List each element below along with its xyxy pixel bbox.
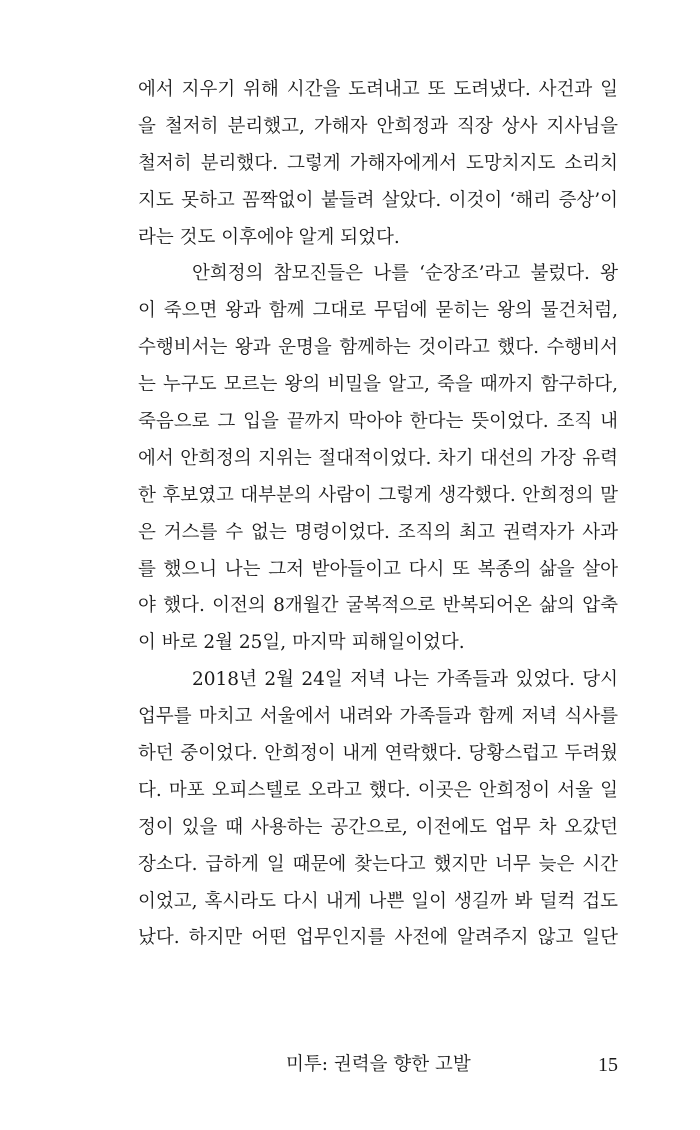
text-line: 은 거스를 수 없는 명령이었다. 조직의 최고 권력자가 사과 — [138, 521, 618, 543]
text-line: 이 바로 2월 25일, 마지막 피해일이었다. — [138, 632, 465, 654]
text-line: 안희정의 참모진들은 나를 ‘순장조’라고 불렀다. 왕 — [192, 263, 618, 285]
text-line: 다. 마포 오피스텔로 오라고 했다. 이곳은 안희정이 서울 일 — [138, 779, 618, 801]
text-line: 한 후보였고 대부분의 사람이 그렇게 생각했다. 안희정의 말 — [138, 484, 618, 506]
text-line: 에서 안희정의 지위는 절대적이었다. 차기 대선의 가장 유력 — [138, 447, 618, 469]
text-line: 을 철저히 분리했고, 가해자 안희정과 직장 상사 지사님을 — [138, 115, 618, 137]
text-line: 라는 것도 이후에야 알게 되었다. — [138, 226, 400, 248]
text-line: 정이 있을 때 사용하는 공간으로, 이전에도 업무 차 오갔던 — [138, 816, 618, 838]
body-text — [138, 72, 618, 957]
text-line: 장소다. 급하게 일 때문에 찾는다고 했지만 너무 늦은 시간 — [138, 853, 618, 875]
text-line: 죽음으로 그 입을 끝까지 막아야 한다는 뜻이었다. 조직 내 — [138, 411, 618, 433]
text-line: 하던 중이었다. 안희정이 내게 연락했다. 당황스럽고 두려웠 — [138, 743, 618, 765]
text-line: 이 죽으면 왕과 함께 그대로 무덤에 묻히는 왕의 물건처럼, — [138, 300, 618, 322]
text-line: 야 했다. 이전의 8개월간 굴복적으로 반복되어온 삶의 압축 — [138, 595, 618, 617]
text-line: 에서 지우기 위해 시간을 도려내고 또 도려냈다. 사건과 일 — [138, 79, 618, 100]
text-line: 지도 못하고 꼼짝없이 붙들려 살았다. 이것이 ‘해리 증상’이 — [138, 189, 618, 211]
text-line: 수행비서는 왕과 운명을 함께하는 것이라고 했다. 수행비서 — [138, 337, 618, 359]
text-line: 났다. 하지만 어떤 업무인지를 사전에 알려주지 않고 일단 — [138, 927, 618, 949]
text-line: 는 누구도 모르는 왕의 비밀을 알고, 죽을 때까지 함구하다, — [138, 374, 618, 396]
text-line: 2018년 2월 24일 저녁 나는 가족들과 있었다. 당시 — [192, 669, 618, 691]
running-title: 미투: 권력을 향한 고발 — [286, 1054, 471, 1075]
page-number: 15 — [598, 1054, 618, 1076]
text-line: 업무를 마치고 서울에서 내려와 가족들과 함께 저녁 식사를 — [138, 706, 618, 728]
text-line: 이었고, 혹시라도 다시 내게 나쁜 일이 생길까 봐 덜컥 겁도 — [138, 890, 618, 912]
text-line: 철저히 분리했다. 그렇게 가해자에게서 도망치지도 소리치 — [138, 152, 618, 174]
page-footer — [138, 1050, 618, 1080]
text-line: 를 했으니 나는 그저 받아들이고 다시 또 복종의 삶을 살아 — [138, 558, 618, 580]
